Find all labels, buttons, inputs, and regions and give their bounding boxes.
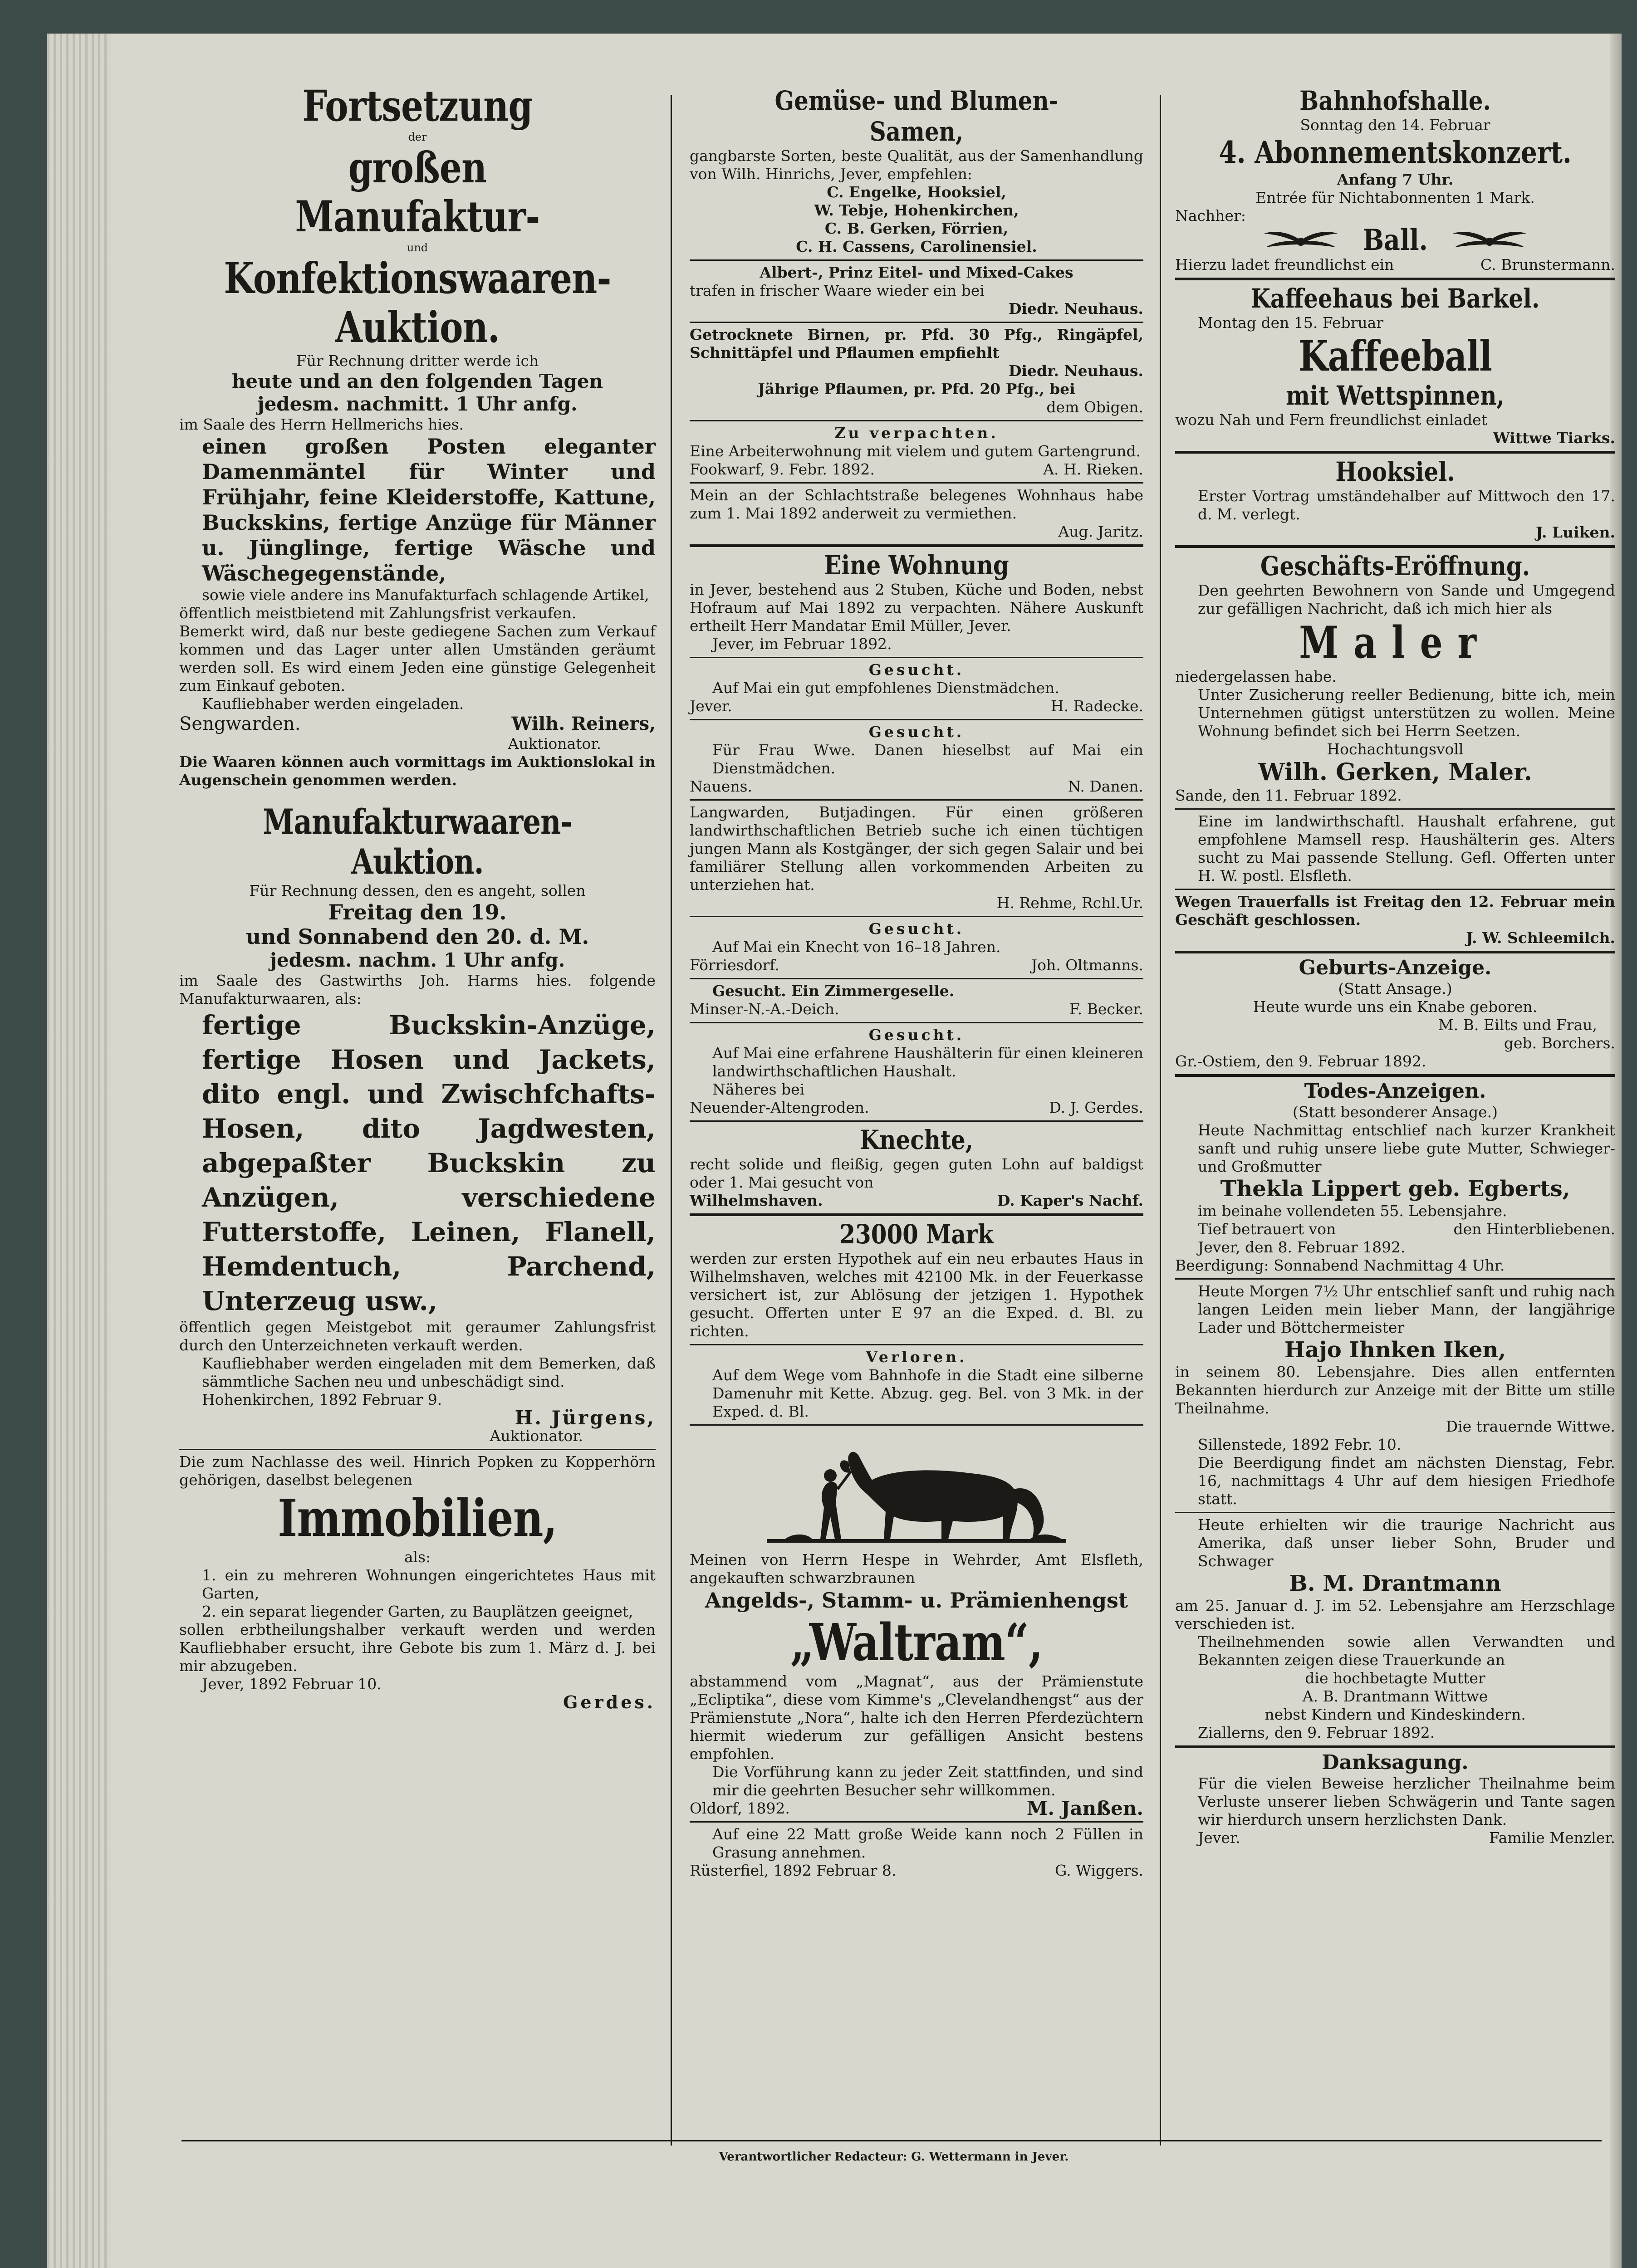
- ad-headline: Todes-Anzeigen.: [1304, 1080, 1486, 1103]
- ad-text: Auf Mai ein gut empfohlenes Dienstmädchen.: [712, 679, 1059, 697]
- ad-headline: Zu verpachten.: [834, 424, 999, 442]
- ad-text: Theilnehmenden sowie allen Verwandten und Bekannten zeigen diese Trauerkunde an: [1198, 1633, 1615, 1669]
- auction-ad-2: [179, 793, 656, 1449]
- ad-signer: Familie Menzler.: [1489, 1829, 1615, 1847]
- ad-place: Nauens.: [690, 777, 753, 795]
- ad-text: heute und an den folgenden Tagen: [231, 370, 603, 392]
- ad-headline: Hajo Ihnken Iken,: [1284, 1337, 1506, 1363]
- ad-text: Auf Mai eine erfahrene Haushälterin für einen kleineren landwirthschaftlichen Haushalt.: [712, 1044, 1143, 1080]
- ad-text: Entrée für Nichtabonnenten 1 Mark.: [1255, 189, 1535, 206]
- ad-signer: Gerdes.: [563, 1692, 656, 1712]
- ad-text: Die Beerdigung findet am nächsten Dienstag, Febr. 16, nachmittags 4 Uhr auf dem hiesigen Friedhofe statt.: [1198, 1454, 1615, 1508]
- ad-headline: Geschäfts-Eröffnung.: [1260, 551, 1530, 582]
- footer-rule: [181, 2140, 1602, 2141]
- ad-text: niedergelassen habe.: [1175, 668, 1337, 685]
- ad-text: Erster Vortrag umständehalber auf Mittwoch den 17. d. M. verlegt.: [1198, 487, 1615, 523]
- ad-connector: und: [407, 241, 428, 254]
- ad-name: W. Tebje, Hohenkirchen,: [814, 201, 1019, 219]
- ad-text: Heute Nachmittag entschlief nach kurzer Krankheit sanft und ruhig unsere liebe gute Mutter, Schwieger- und Großmutter: [1198, 1121, 1615, 1175]
- pasture-ad: [690, 1821, 1143, 1883]
- ad-text: die hochbetagte Mutter: [1305, 1669, 1485, 1687]
- ad-text: Wegen Trauerfalls ist Freitag den 12. Februar mein Geschäft geschlossen.: [1175, 893, 1615, 929]
- ad-text: Auf dem Wege vom Bahnhofe in die Stadt eine silberne Damenuhr mit Kette. Abzug. geg. Bel. von 3 Mk. in der Exped. d. Bl.: [712, 1366, 1143, 1420]
- ad-text: Bemerkt wird, daß nur beste gediegene Sachen zum Verkauf kommen und das Lager unter allen Umständen geräumt werden soll. Es wird einem Jeden eine günstige Gelegenheit zum Einkauf geboten.: [179, 622, 656, 694]
- ad-text: werden zur ersten Hypothek auf ein neu erbautes Haus in Wilhelmshaven, welches mit 42100 Mk. in der Feuerkasse versichert ist, zur Ablösung der jetzigen 1. Hypothek gesucht. Offerten unter E 97 an die Exped. d. Bl. zu richten.: [690, 1250, 1143, 1340]
- ad-signer: D. J. Gerdes.: [1049, 1099, 1143, 1116]
- coffeehouse-ad: [1175, 278, 1615, 451]
- ad-headline: Konfektionswaaren-: [224, 254, 611, 303]
- ad-place: Fookwarf, 9. Febr. 1892.: [690, 460, 875, 478]
- cakes-ad: [690, 259, 1143, 322]
- business-opening-ad: [1175, 545, 1615, 808]
- ad-signature: [1175, 1220, 1615, 1238]
- ad-place: Oldorf, 1892.: [690, 1799, 790, 1817]
- stallion-ad: [690, 1424, 1143, 1821]
- ad-place: Sengwarden.: [179, 714, 301, 734]
- ad-signer: J. Luiken.: [1535, 523, 1615, 541]
- ad-text: Anfang 7 Uhr.: [1337, 171, 1454, 188]
- ad-text: jedesm. nachm. 1 Uhr anfg.: [270, 949, 565, 971]
- ad-goods-list: fertige Buckskin-Anzüge, fertige Hosen und Jackets, dito engl. und Zwischfchafts-Hosen, dito Jagdwesten, abgepaßter Buckskin zu Anzügen, verschiedene Futterstoffe, Leinen, Flanell, Hemdentuch, Parchend, Unterzeug usw.,: [202, 1010, 656, 1316]
- ad-text: Meinen von Herrn Hespe in Wehrder, Amt Elsfleth, angekauften schwarzbraunen: [690, 1551, 1143, 1587]
- ad-text: Kaufliebhaber werden eingeladen mit dem Bemerken, daß sämmtliche Sachen neu und unbeschädigt sind.: [202, 1354, 656, 1390]
- ad-text: Heute erhielten wir die traurige Nachricht aus Amerika, daß unser lieber Sohn, Bruder und Schwager: [1198, 1516, 1615, 1570]
- column-rule-1: [671, 95, 672, 2146]
- ad-signer: Diedr. Neuhaus.: [1008, 362, 1143, 380]
- ad-note: Die Waaren können auch vormittags im Auktionslokal in Augenschein genommen werden.: [179, 753, 656, 789]
- ad-headline: Ball.: [1363, 223, 1428, 257]
- ad-signer: H. Radecke.: [1050, 697, 1143, 715]
- ad-signature: [1175, 256, 1615, 274]
- ad-signature: [690, 956, 1143, 974]
- ad-signer: Joh. Oltmanns.: [1031, 956, 1143, 974]
- ad-headline: Auktion.: [351, 841, 484, 882]
- ad-text: Eine im landwirthschaftl. Haushalt erfahrene, gut empfohlene Mamsell resp. Haushälterin ges. Alters sucht zu Mai passende Stellung. Gefl. Offerten unter H. W. postl. Elsfleth.: [1198, 812, 1615, 885]
- ad-place: Sande, den 11. Februar 1892.: [1175, 787, 1402, 804]
- ad-headline: Verloren.: [866, 1348, 967, 1366]
- ad-text: Für Rechnung dessen, den es angeht, sollen: [249, 882, 586, 899]
- ad-text: Kaufliebhaber werden eingeladen.: [202, 695, 464, 713]
- ad-text: abstammend vom „Magnat“, aus der Prämienstute „Ecliptika“, diese vom Kimme's „Clevelandhengst“ aus der Prämienstute „Nora“, halte ich den Herren Pferdezüchtern hiermit wiederum zur gefälligen Ansicht bestens empfohlen.: [690, 1672, 1143, 1763]
- ad-text: recht solide und fleißig, gegen guten Lohn auf baldigst oder 1. Mai gesucht von: [690, 1155, 1143, 1191]
- ad-headline: Immobilien,: [278, 1489, 557, 1548]
- lease-ad: [690, 420, 1143, 482]
- ad-signer: H. Jürgens,: [515, 1407, 656, 1429]
- ad-signer: Diedr. Neuhaus.: [1008, 300, 1143, 318]
- ad-signer: Wilh. Reiners,: [511, 713, 656, 734]
- ad-text: gangbarste Sorten, beste Qualität, aus der Samenhandlung von Wilh. Hinrichs, Jever, empfehlen:: [690, 147, 1143, 183]
- ad-headline: „Waltram“,: [790, 1613, 1043, 1672]
- editor-credit: Verantwortlicher Redacteur: G. Wettermann in Jever.: [719, 2150, 1069, 2164]
- ad-text: (Statt besonderer Ansage.): [1292, 1103, 1498, 1121]
- ad-place: Jever, im Februar 1892.: [712, 635, 892, 653]
- ad-signature: [690, 1799, 1143, 1818]
- ad-signature: [179, 713, 656, 735]
- property-ad: [179, 1449, 656, 1715]
- ad-headline: mit Wettspinnen,: [1286, 380, 1505, 411]
- ad-text: Auf Mai ein Knecht von 16–18 Jahren.: [712, 938, 1001, 956]
- ad-text: Hierzu ladet freundlichst ein: [1175, 256, 1394, 274]
- ad-text: Mein an der Schlachtstraße belegenes Wohnhaus habe zum 1. Mai 1892 anderweit zu vermiethen.: [690, 486, 1143, 522]
- ad-headline: Maler: [1299, 617, 1491, 668]
- ad-text: Näheres bei: [712, 1080, 805, 1098]
- ad-headline: Gesucht.: [868, 661, 965, 679]
- mortgage-ad: [690, 1213, 1143, 1344]
- winged-ornament-icon: [1262, 227, 1339, 254]
- ad-place: Neuender-Altengroden.: [690, 1099, 869, 1116]
- ad-signer: H. Rehme, Rchl.Ur.: [996, 894, 1143, 912]
- ad-signer: Aug. Jaritz.: [1058, 523, 1143, 540]
- ad-headline: Kaffeeball: [1298, 332, 1492, 381]
- ad-signer: J. W. Schleemilch.: [1466, 929, 1615, 947]
- ad-text: Sonntag den 14. Februar: [1300, 116, 1490, 134]
- ad-name: C. H. Cassens, Carolinensiel.: [796, 238, 1037, 255]
- ad-place: Jever.: [690, 697, 732, 715]
- hooksiel-ad: [1175, 451, 1615, 545]
- ad-text: Hochachtungsvoll: [1327, 740, 1464, 758]
- ad-place: Jever, den 8. Februar 1892.: [1198, 1238, 1406, 1256]
- ad-signer: Wittwe Tiarks.: [1493, 429, 1615, 447]
- ad-text: wozu Nah und Fern freundlichst einladet: [1175, 411, 1487, 429]
- ad-headline: Angelds-, Stamm- u. Prämienhengst: [705, 1588, 1128, 1613]
- ad-signer: F. Becker.: [1069, 1000, 1143, 1018]
- ad-signer: M. B. Eilts und Frau,: [1438, 1016, 1597, 1034]
- ad-list-item: 1. ein zu mehreren Wohnungen eingerichtetes Haus mit Garten,: [202, 1566, 656, 1602]
- death-notice-1: [1175, 1074, 1615, 1278]
- wanted-ad-5: [690, 1022, 1143, 1120]
- ad-place: Wilhelmshaven.: [690, 1192, 823, 1209]
- ad-headline: Gesucht.: [868, 723, 965, 741]
- ad-text: Freitag den 19.: [328, 900, 507, 924]
- ad-headline: Bahnhofshalle.: [1299, 85, 1491, 116]
- ad-headline: Kaffeehaus bei Barkel.: [1250, 283, 1540, 314]
- ad-signature: [690, 1192, 1143, 1210]
- ad-signer: N. Danen.: [1068, 777, 1143, 795]
- column-2: [690, 85, 1143, 1883]
- ad-signer: Die trauernde Wittwe.: [1446, 1418, 1615, 1435]
- apartment-ad: [690, 544, 1143, 657]
- ad-headline: Knechte,: [859, 1124, 974, 1155]
- winged-ornament-icon: [1451, 227, 1528, 254]
- ad-text: und Sonnabend den 20. d. M.: [245, 924, 589, 949]
- ad-place: Minser-N.-A.-Deich.: [690, 1000, 839, 1018]
- ad-text: Heute wurde uns ein Knabe geboren.: [1253, 998, 1538, 1016]
- ad-text: Tief betrauert von: [1198, 1220, 1336, 1238]
- column-1: [179, 82, 656, 1715]
- house-rent-ad: [690, 482, 1143, 544]
- ad-headline: Geburts-Anzeige.: [1299, 956, 1492, 979]
- ad-headline: Gesucht.: [868, 920, 965, 938]
- seed-ad: [690, 85, 1143, 259]
- housekeeper-ad: [1175, 808, 1615, 889]
- ad-text: Getrocknete Birnen, pr. Pfd. 30 Pfg., Ringäpfel, Schnittäpfel und Pflaumen empfiehlt: [690, 326, 1143, 362]
- wanted-ad-2: [690, 719, 1143, 799]
- ad-signer: den Hinterbliebenen.: [1453, 1220, 1615, 1238]
- ad-goods-list: einen großen Posten eleganter Damenmäntel für Winter und Frühjahr, feine Kleiderstoffe, Kattune, Buckskins, fertige Anzüge für Männer u. Jünglinge, fertige Wäsche und Wäschegegenstände,: [202, 434, 656, 586]
- ad-headline: großen Manufaktur-: [295, 143, 540, 242]
- ad-text: Für Frau Wwe. Danen hieselbst auf Mai ein Dienstmädchen.: [712, 741, 1143, 777]
- page-edges: [47, 34, 111, 2268]
- ad-text: Eine Arbeiterwohnung mit vielem und gutem Gartengrund.: [690, 442, 1141, 460]
- ad-headline: Danksagung.: [1322, 1751, 1469, 1774]
- ad-place: Gr.-Ostiem, den 9. Februar 1892.: [1175, 1052, 1426, 1070]
- ad-headline: Manufakturwaaren-: [263, 802, 572, 842]
- ad-text: Für Rechnung dritter werde ich: [296, 352, 539, 370]
- column-3: [1175, 85, 1615, 1851]
- wanted-ad-4: [690, 978, 1143, 1022]
- ad-signer: G. Wiggers.: [1054, 1862, 1143, 1879]
- ad-text: Den geehrten Bewohnern von Sande und Umgegend zur gefälligen Nachricht, daß ich mich hier als: [1198, 582, 1615, 617]
- ad-text: Montag den 15. Februar: [1198, 314, 1384, 332]
- ad-headline: Fortsetzung: [302, 81, 533, 131]
- ad-text: Albert-, Prinz Eitel- und Mixed-Cakes: [760, 264, 1073, 281]
- wanted-ad-1: [690, 657, 1143, 719]
- ad-text: Nachher:: [1175, 207, 1246, 225]
- ad-text: Hohenkirchen, 1892 Februar 9.: [202, 1391, 442, 1408]
- ad-signer: A. B. Drantmann Wittwe: [1302, 1687, 1488, 1705]
- ad-place: Förriesdorf.: [690, 956, 779, 974]
- ad-text: Jährige Pflaumen, pr. Pfd. 20 Pfg., bei: [758, 380, 1075, 398]
- ad-text: dem Obigen.: [1046, 398, 1143, 416]
- ad-text: (Statt Ansage.): [1338, 980, 1452, 997]
- ad-place: Jever, 1892 Februar 10.: [202, 1675, 382, 1693]
- ad-headline: Samen,: [869, 116, 964, 147]
- ad-text: am 25. Januar d. J. im 52. Lebensjahre am Herzschlage verschieden ist.: [1175, 1597, 1615, 1633]
- ad-text: sowie viele andere ins Manufakturfach schlagende Artikel,: [202, 586, 649, 604]
- ad-text: jedesm. nachmitt. 1 Uhr anfg.: [257, 393, 578, 415]
- ad-text: sollen erbtheilungshalber verkauft werden und werden Kaufliebhaber ersucht, ihre Gebote bis zum 1. März d. J. bei mir abzugeben.: [179, 1621, 656, 1675]
- birth-notice: [1175, 951, 1615, 1074]
- ad-headline: Gesucht.: [868, 1026, 965, 1044]
- ad-name: C. Engelke, Hooksiel,: [827, 183, 1006, 201]
- ad-headline: Auktion.: [335, 303, 500, 352]
- ad-signature: [690, 1099, 1143, 1117]
- ad-signature: [690, 1862, 1143, 1880]
- ad-connector: der: [408, 131, 427, 143]
- wanted-ad-3: [690, 916, 1143, 978]
- ad-text: trafen in frischer Waare wieder ein bei: [690, 282, 985, 299]
- auction-ad-1: [179, 82, 656, 793]
- ad-place: Ziallerns, den 9. Februar 1892.: [1198, 1724, 1435, 1741]
- ad-place: Sillenstede, 1892 Febr. 10.: [1198, 1436, 1402, 1453]
- column-rule-2: [1160, 95, 1161, 2146]
- ad-headline: Hooksiel.: [1335, 456, 1455, 487]
- thanks-notice: [1175, 1745, 1615, 1851]
- ad-text: im Saale des Gastwirths Joh. Harms hies. folgende Manufakturwaaren, als:: [179, 972, 656, 1007]
- ad-headline: 23000 Mark: [839, 1219, 994, 1250]
- ad-text: Gesucht. Ein Zimmergeselle.: [712, 982, 955, 1000]
- ad-text: im Saale des Herrn Hellmerichs hies.: [179, 415, 464, 433]
- ad-signer: M. Janßen.: [1026, 1797, 1143, 1819]
- ad-text: in seinem 80. Lebensjahre. Dies allen entfernten Bekannten hierdurch zur Anzeige mit der Bitte um stille Theilnahme.: [1175, 1363, 1615, 1417]
- ad-place: Jever.: [1198, 1829, 1240, 1847]
- ad-text: öffentlich gegen Meistgebot mit geraumer Zahlungsfrist durch den Unterzeichneten verkauft werden.: [179, 1318, 656, 1354]
- ad-signature: [690, 460, 1143, 479]
- ad-signer: C. Brunstermann.: [1480, 256, 1615, 274]
- ad-headline: 4. Abonnementskonzert.: [1219, 135, 1572, 170]
- ad-signer: geb. Borchers.: [1504, 1034, 1615, 1052]
- closure-notice: [1175, 889, 1615, 951]
- concert-ad: [1175, 85, 1615, 278]
- ad-text: im beinahe vollendeten 55. Lebensjahre.: [1198, 1202, 1507, 1220]
- ad-role: Auktionator.: [490, 1427, 583, 1445]
- horse-illustration: [758, 1430, 1075, 1548]
- ball-banner: [1175, 225, 1615, 256]
- ad-signature: [690, 697, 1143, 715]
- ad-text: Auf eine 22 Matt große Weide kann noch 2 Füllen in Grasung annehmen.: [712, 1825, 1143, 1861]
- ad-text: öffentlich meistbietend mit Zahlungsfrist verkaufen.: [179, 604, 577, 622]
- ad-text: Unter Zusicherung reeller Bedienung, bitte ich, mein Unternehmen gütigst unterstützen zu wollen. Meine Wohnung befindet sich bei Herrn Seetzen.: [1198, 686, 1615, 740]
- ad-text: nebst Kindern und Kindeskindern.: [1265, 1706, 1526, 1723]
- death-notice-3: [1175, 1512, 1615, 1745]
- ad-headline: Wilh. Gerken, Maler.: [1258, 758, 1532, 786]
- ad-headline: Gemüse- und Blumen-: [774, 85, 1059, 116]
- ad-text: Beerdigung: Sonnabend Nachmittag 4 Uhr.: [1175, 1256, 1505, 1274]
- ad-text: Für die vielen Beweise herzlicher Theilnahme beim Verluste unserer lieben Schwägerin und Tante sagen wir hierdurch unsern herzlichsten Dank.: [1198, 1774, 1615, 1828]
- ad-signer: D. Kaper's Nachf.: [997, 1192, 1143, 1209]
- lost-ad: [690, 1344, 1143, 1424]
- ad-role: Auktionator.: [508, 735, 601, 753]
- ad-text: Die Vorführung kann zu jeder Zeit stattfinden, und sind mir die geehrten Besucher sehr willkommen.: [712, 1763, 1143, 1799]
- ad-text: Langwarden, Butjadingen. Für einen größeren landwirthschaftlichen Betrieb suche ich einen tüchtigen jungen Mann als Kostgänger, der sich gegen Salair und bei familiärer Stellung allen vorkommenden Arbeiten zu unterziehen hat.: [690, 803, 1143, 894]
- ad-text: in Jever, bestehend aus 2 Stuben, Küche und Boden, nebst Hofraum auf Mai 1892 zu verpachten. Nähere Auskunft ertheilt Herr Mandatar Emil Müller, Jever.: [690, 581, 1143, 635]
- ad-list-item: 2. ein separat liegender Garten, zu Bauplätzen geeignet,: [202, 1603, 633, 1620]
- ad-text: Heute Morgen 7½ Uhr entschlief sanft und ruhig nach langen Leiden mein lieber Mann, der langjährige Lader und Böttchermeister: [1198, 1282, 1615, 1336]
- death-notice-2: [1175, 1278, 1615, 1512]
- ad-name: C. B. Gerken, Förrien,: [824, 220, 1009, 237]
- ad-headline: Eine Wohnung: [824, 550, 1009, 581]
- ad-signer: A. H. Rieken.: [1043, 460, 1143, 478]
- farmhands-ad: [690, 1120, 1143, 1213]
- ad-signature: [1175, 1829, 1615, 1847]
- boarder-ad: [690, 799, 1143, 916]
- ad-place: Rüsterfiel, 1892 Februar 8.: [690, 1862, 897, 1879]
- ad-text: als:: [404, 1548, 431, 1566]
- ad-headline: Thekla Lippert geb. Egberts,: [1220, 1176, 1570, 1202]
- ad-headline: B. M. Drantmann: [1289, 1571, 1501, 1596]
- ad-text: Die zum Nachlasse des weil. Hinrich Popken zu Kopperhörn gehörigen, daselbst belegenen: [179, 1453, 656, 1489]
- ad-signature: [690, 1000, 1143, 1018]
- dried-fruit-ad: [690, 322, 1143, 420]
- ad-signature: [690, 777, 1143, 796]
